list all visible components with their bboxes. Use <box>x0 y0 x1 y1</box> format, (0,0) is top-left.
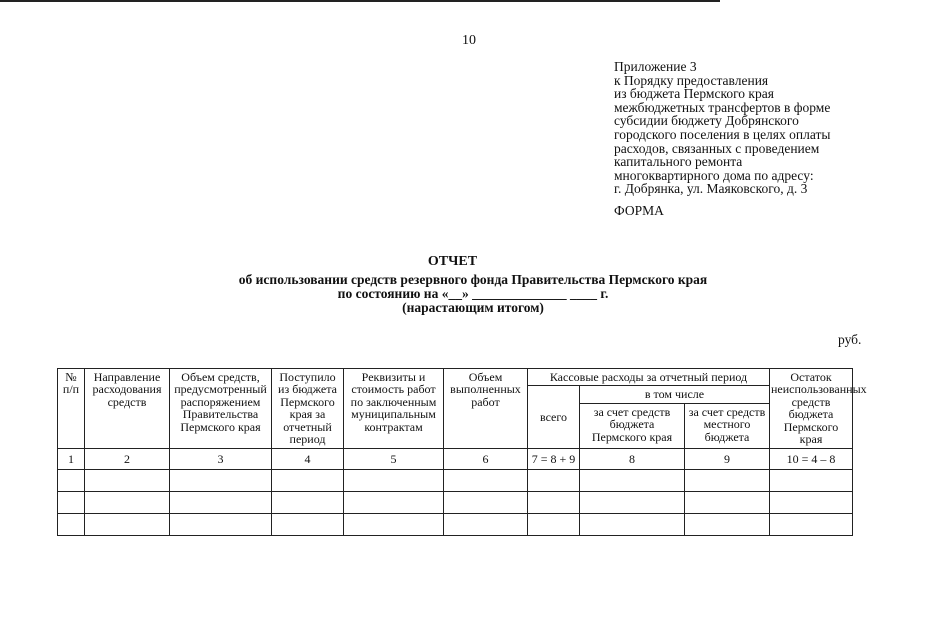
subtitle-line: об использовании средств резервного фонда Правительства Пермского края <box>238 272 708 287</box>
header-col-contracts: Реквизиты и стоимость работ по заключенным муниципальным контрактам <box>344 369 444 449</box>
table-cell <box>272 513 344 535</box>
table-cell <box>528 491 580 513</box>
column-number-row <box>58 448 853 469</box>
column-number: 3 <box>170 448 272 469</box>
table-cell <box>58 469 85 491</box>
table-cell <box>580 513 685 535</box>
table-cell <box>528 513 580 535</box>
appendix-line: из бюджета Пермского края <box>614 86 774 102</box>
column-number: 2 <box>85 448 170 469</box>
table-cell <box>58 491 85 513</box>
column-number: 6 <box>444 448 528 469</box>
page-number: 10 <box>462 33 476 48</box>
table-cell <box>85 513 170 535</box>
header-row <box>58 369 853 386</box>
column-number: 7 = 8 + 9 <box>528 448 580 469</box>
appendix-line: межбюджетных трансфертов в форме <box>614 99 831 115</box>
appendix-line: капитального ремонта <box>614 154 743 170</box>
table-cell <box>170 469 272 491</box>
table-cell <box>528 469 580 491</box>
table-cell <box>58 513 85 535</box>
header-col-volume: Объем средств, предусмотренный распоряжением Правительства Пермского края <box>170 369 272 449</box>
appendix-line: субсидии бюджету Добрянского <box>614 113 799 129</box>
header-col-local-budget: за счет средств местного бюджета <box>685 403 770 448</box>
header-col-completed-works: Объем выполненных работ <box>444 369 528 449</box>
header-col-remainder: Остаток неиспользованных средств бюджета Пермского края <box>770 369 853 449</box>
header-col-received: Поступило из бюджета Пермского края за отчетный период <box>272 369 344 449</box>
column-number: 9 <box>685 448 770 469</box>
appendix-line: к Порядку предоставления <box>614 72 769 88</box>
column-number: 5 <box>344 448 444 469</box>
table-cell <box>444 513 528 535</box>
column-number: 1 <box>58 448 85 469</box>
table-cell <box>685 513 770 535</box>
subtitle-line: по состоянию на «__» ______________ ____ г. <box>337 286 609 301</box>
table-row <box>58 513 853 535</box>
column-number: 4 <box>272 448 344 469</box>
table-cell <box>770 513 853 535</box>
header-col-direction: Направление расходования средств <box>85 369 170 449</box>
report-table <box>57 368 867 536</box>
table-cell <box>685 469 770 491</box>
subtitle-line: (нарастающим итогом) <box>402 300 544 315</box>
appendix-line: г. Добрянка, ул. Маяковского, д. 3 <box>614 181 808 197</box>
table-cell <box>770 491 853 513</box>
currency-unit: руб. <box>838 332 862 347</box>
table-cell <box>85 469 170 491</box>
appendix-block <box>614 60 914 196</box>
header-col-total: всего <box>528 386 580 448</box>
top-border-line <box>0 0 720 2</box>
document-subtitle <box>0 273 946 315</box>
document-title: ОТЧЕТ <box>427 254 478 269</box>
table-cell <box>444 469 528 491</box>
column-number: 10 = 4 – 8 <box>770 448 853 469</box>
table-cell <box>85 491 170 513</box>
header-including: в том числе <box>580 386 770 403</box>
table-cell <box>770 469 853 491</box>
table-cell <box>344 513 444 535</box>
appendix-line: многоквартирного дома по адресу: <box>614 167 814 183</box>
appendix-line: расходов, связанных с проведением <box>614 140 820 156</box>
table-cell <box>444 491 528 513</box>
table-cell <box>344 491 444 513</box>
appendix-line: городского поселения в целях оплаты <box>614 126 831 142</box>
header-col-regional-budget: за счет средств бюджета Пермского края <box>580 403 685 448</box>
table-cell <box>272 491 344 513</box>
table-cell <box>170 513 272 535</box>
table-cell <box>170 491 272 513</box>
table-cell <box>272 469 344 491</box>
header-cash-expenses: Кассовые расходы за отчетный период <box>528 369 770 386</box>
appendix-line: Приложение 3 <box>614 59 697 74</box>
form-label: ФОРМА <box>614 203 664 218</box>
table-cell <box>344 469 444 491</box>
column-number: 8 <box>580 448 685 469</box>
table-cell <box>685 491 770 513</box>
header-col-number: № п/п <box>58 369 85 449</box>
table-cell <box>580 469 685 491</box>
table-row <box>58 491 853 513</box>
table-row <box>58 469 853 491</box>
table-cell <box>580 491 685 513</box>
